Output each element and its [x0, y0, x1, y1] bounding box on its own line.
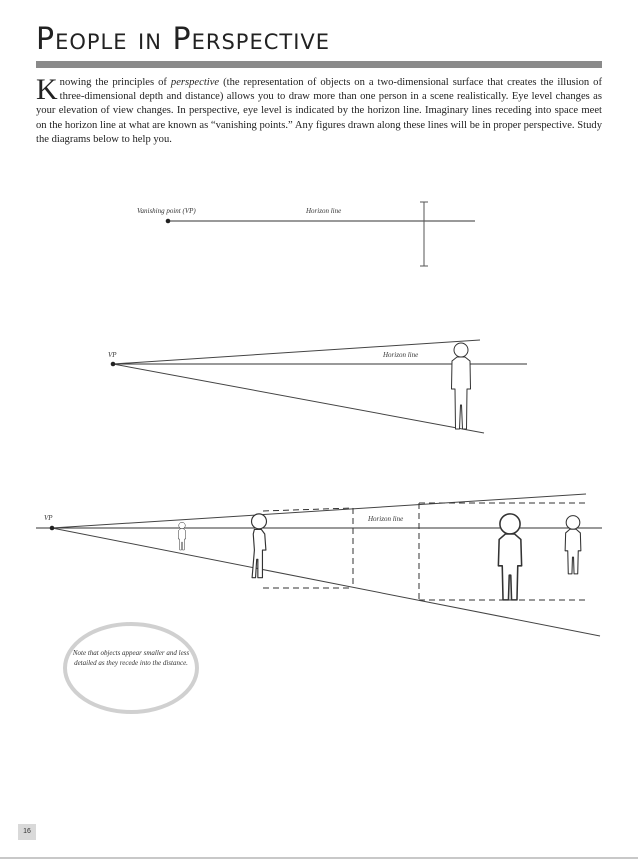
note-text: Note that objects appear smaller and less detailed as they recede into the distance.	[72, 649, 190, 667]
horizon-label: Horizon line	[306, 207, 342, 215]
page-title: People in Perspective	[36, 22, 331, 57]
intro-italic-term: perspective	[170, 77, 220, 88]
vanishing-point-dot	[50, 526, 55, 531]
vp-label: Vanishing point (VP)	[137, 207, 196, 215]
diagram-2	[108, 340, 527, 433]
intro-text-1: nowing the principles of	[59, 77, 171, 88]
vp-label: VP	[44, 514, 53, 522]
diagram-1	[137, 202, 475, 266]
figure-far	[178, 522, 186, 550]
horizon-label: Horizon line	[368, 515, 404, 523]
bottom-rule	[0, 857, 638, 859]
figure-mid	[252, 514, 267, 578]
note-bubble	[65, 624, 197, 712]
figure-side	[565, 516, 581, 574]
vanishing-point-dot	[166, 219, 171, 224]
vp-label: VP	[108, 351, 117, 359]
intro-text-2: (the representation of objects on a two-dimensional surface that creates the illusion of three-dimensional depth and distance) allows you to draw more than one person in a scene realistically. Eye level changes as your elevation of view changes. In perspective, eye level is indicated by the horizon line. Imaginary lines receding into space meet on the horizon line at what are known as “vanishing points.” Any figures drawn along these lines will be in proper perspective. Study the diagrams below to help you.	[36, 77, 603, 145]
figure	[452, 343, 471, 429]
drop-cap: K	[36, 73, 58, 106]
diagram-3	[36, 494, 602, 636]
page-number: 16	[18, 824, 36, 840]
figure-near	[498, 514, 521, 600]
horizon-label: Horizon line	[383, 351, 419, 359]
vanishing-point-dot	[111, 362, 116, 367]
